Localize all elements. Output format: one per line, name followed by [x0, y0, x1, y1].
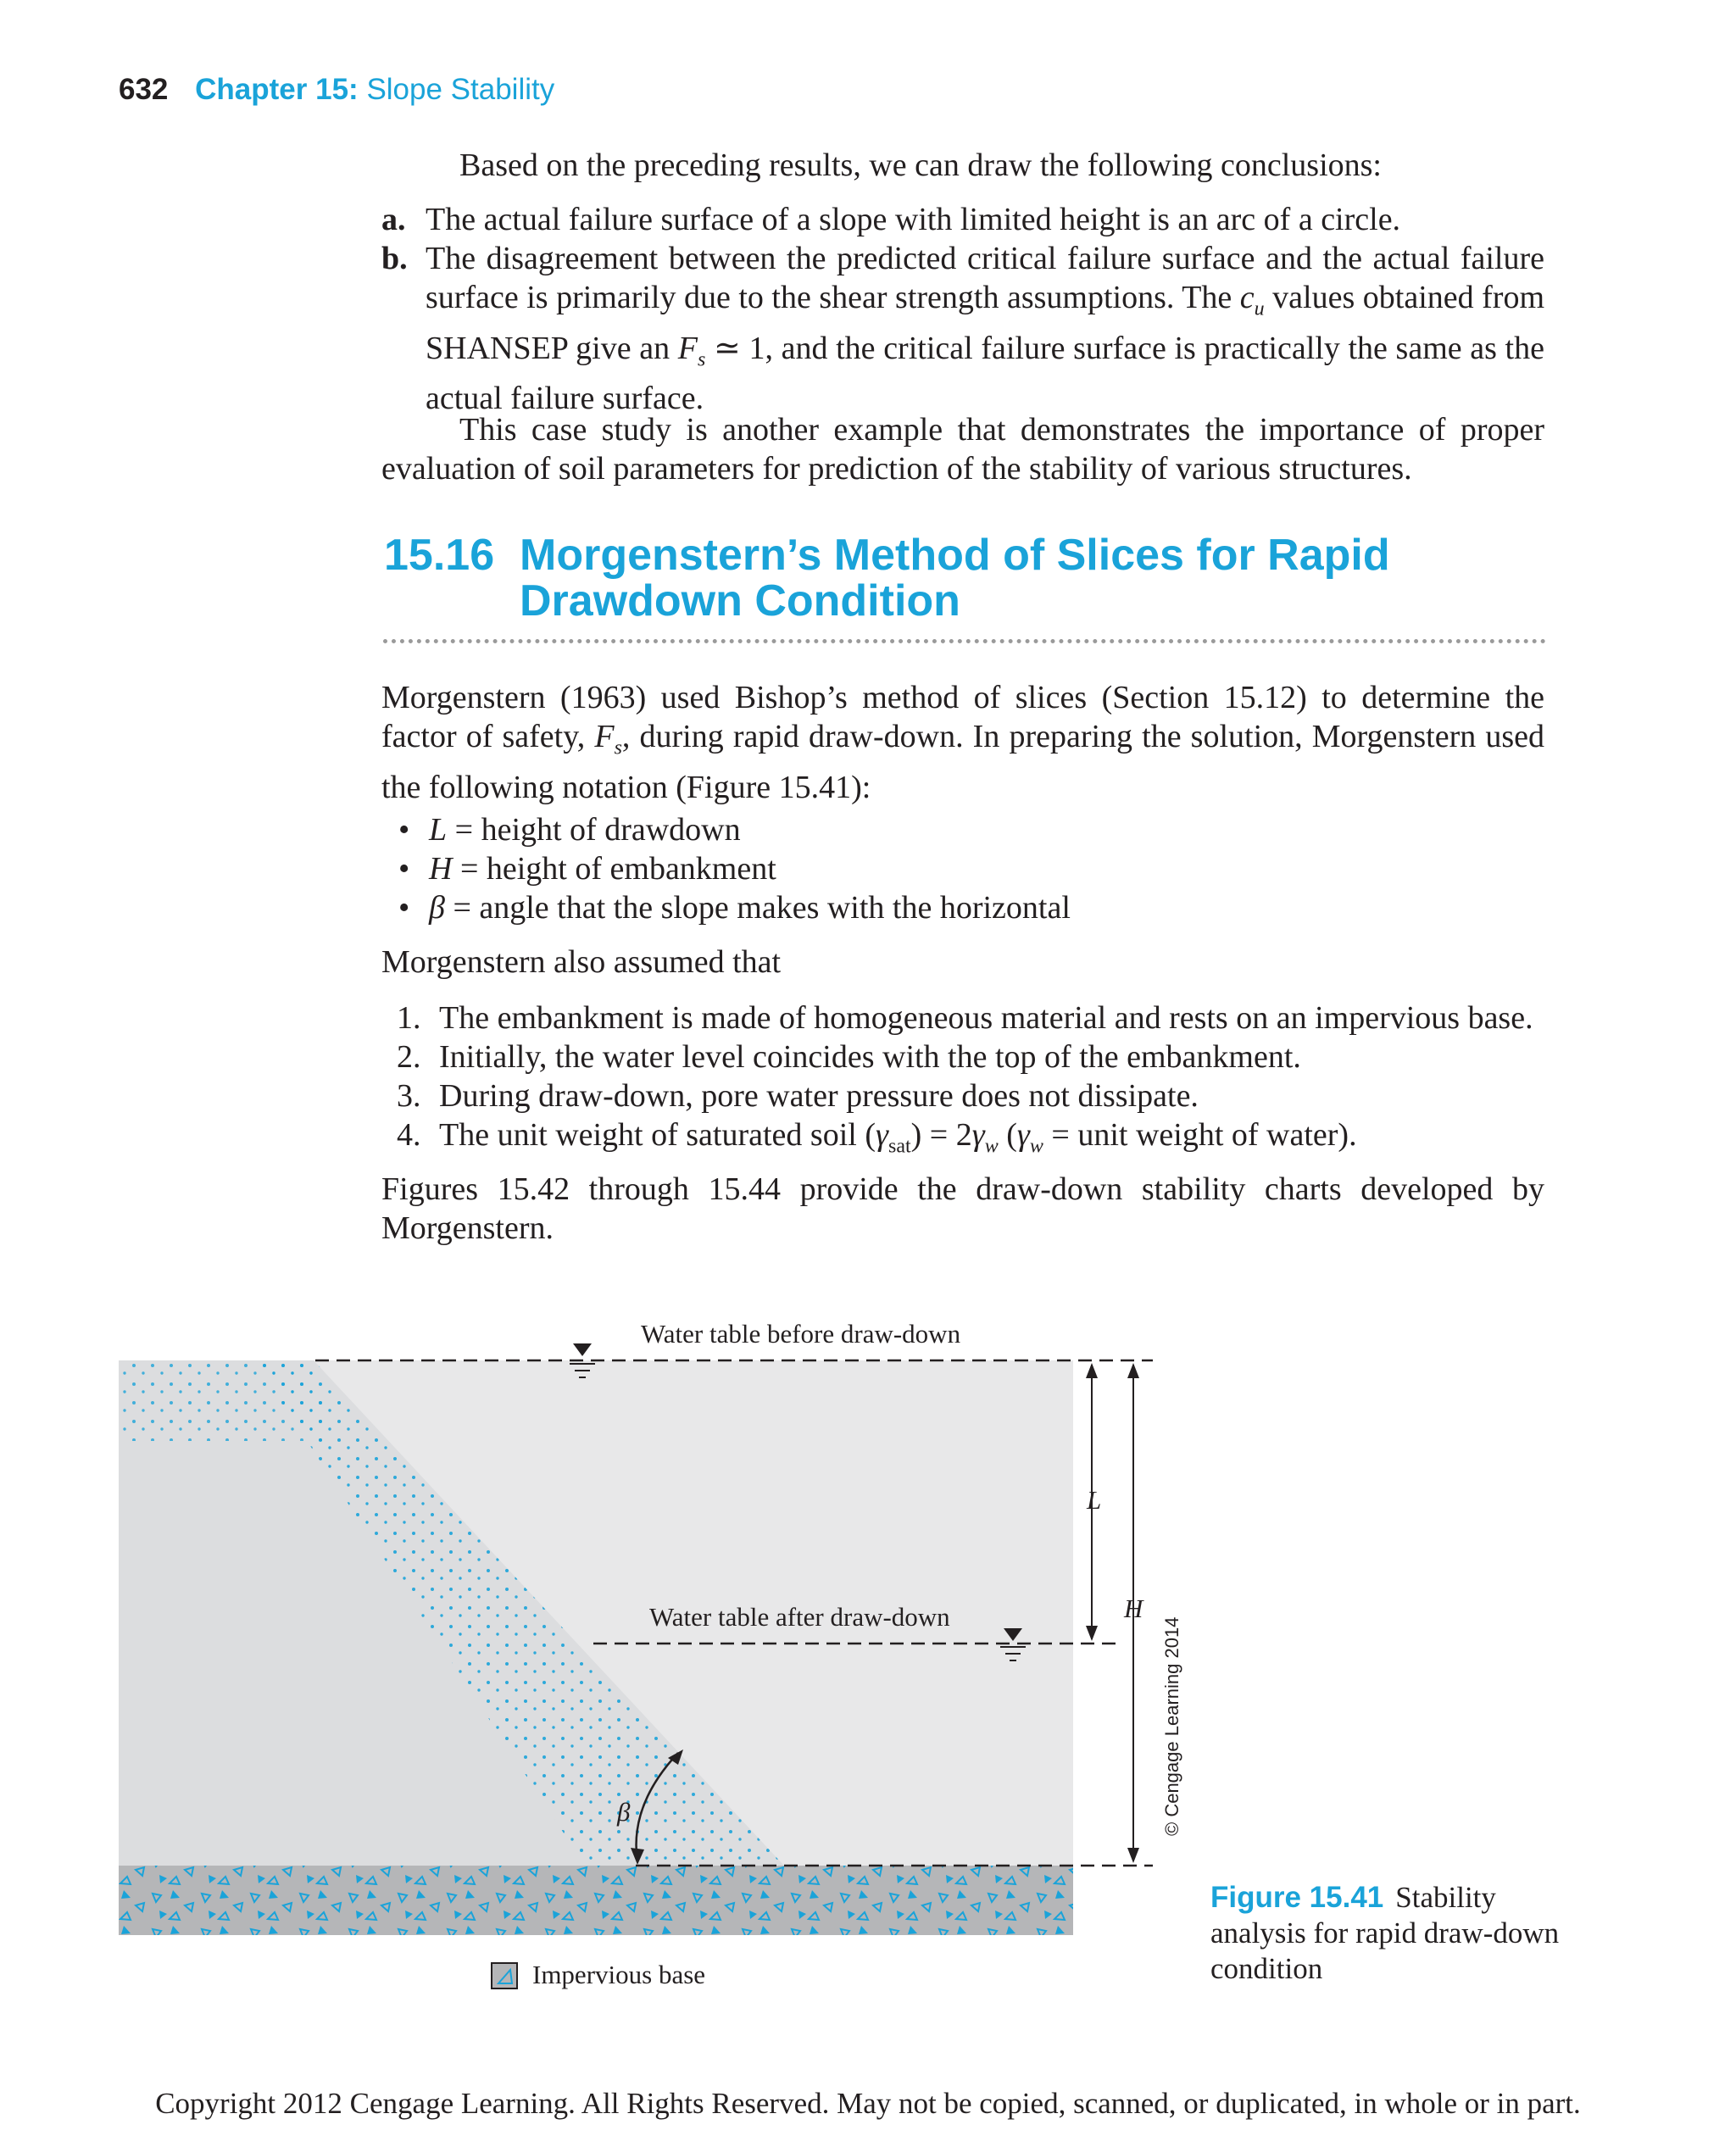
label-beta: β	[617, 1797, 631, 1827]
label-after-drawdown: Water table after draw-down	[649, 1602, 950, 1632]
caption-number: Figure 15.41	[1210, 1881, 1384, 1914]
list-text: The disagreement between the predicted critical failure surface and the actual failure surface is primarily due to the shear strength assumptions. The $c_u$ values obtained from SHANSEP give an $F_s$ ≃ 1, and the critical failure surface is practically the same as the actual failure surface.	[426, 241, 1544, 417]
intro-paragraph: Based on the preceding results, we can draw the following conclusions:	[459, 147, 1382, 183]
label-L: L	[1087, 1485, 1102, 1515]
legend-label: Impervious base	[532, 1960, 706, 1989]
section-title: Morgenstern’s Method of Slices for Rapid Drawdown Condition	[520, 531, 1390, 626]
page-number: 632	[119, 73, 169, 106]
section-number: 15.16	[384, 531, 495, 580]
label-before-drawdown: Water table before draw-down	[641, 1319, 961, 1349]
morgenstern-paragraph: Morgenstern (1963) used Bishop’s method of slices (Section 15.12) to determine the factor of safety, $F_s$, during rapid draw-down. In preparing the solution, Morgenstern used the following notation (Figure 15.41):	[381, 680, 1544, 805]
figures-paragraph: Figures 15.42 through 15.44 provide the draw-down stability charts developed by Morgenstern.	[381, 1171, 1544, 1246]
water-symbol-icon	[573, 1343, 592, 1356]
chapter-label: Chapter 15:	[195, 73, 359, 106]
list-label: b.	[381, 241, 408, 276]
impervious-base	[119, 1866, 1073, 1935]
figure-caption	[1210, 1880, 1566, 1987]
list-label: a.	[381, 202, 406, 237]
caption-text: Stability analysis for rapid draw-down condition	[1210, 1881, 1560, 1985]
copyright-footer: Copyright 2012 Cengage Learning. All Rights Reserved. May not be copied, scanned, or duplicated, in whole or in part.	[155, 2087, 1581, 2120]
assumed-intro: Morgenstern also assumed that	[381, 944, 782, 980]
figure-credit: © Cengage Learning 2014	[1161, 1616, 1182, 1836]
label-H: H	[1124, 1594, 1143, 1623]
chapter-title: Slope Stability	[366, 73, 555, 106]
list-text: The actual failure surface of a slope with limited height is an arc of a circle.	[426, 202, 1401, 237]
case-study-paragraph: This case study is another example that demonstrates the importance of proper evaluation of soil parameters for prediction of the stability of various structures.	[381, 412, 1544, 487]
